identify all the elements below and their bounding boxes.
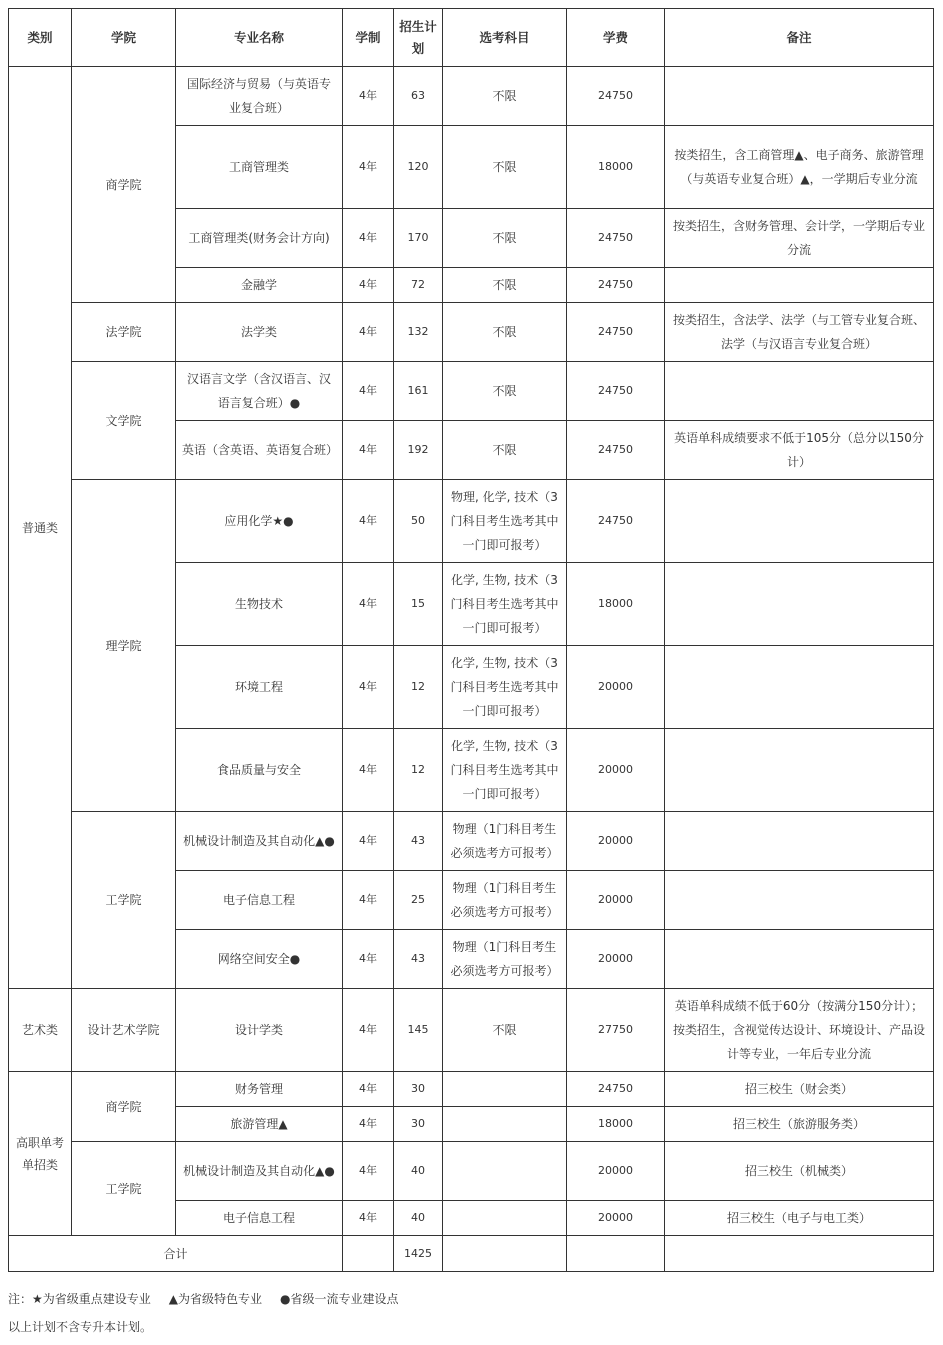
remark-cell [665, 646, 934, 729]
subjects-cell: 不限 [443, 209, 567, 268]
fee-cell: 18000 [567, 563, 665, 646]
total-years-cell [343, 1236, 394, 1272]
years-cell: 4年 [343, 1201, 394, 1236]
plan-cell: 50 [394, 480, 443, 563]
header-plan: 招生计划 [394, 9, 443, 67]
subjects-cell [443, 1201, 567, 1236]
fee-cell: 24750 [567, 362, 665, 421]
note-circle: ●省级一流专业建设点 [280, 1292, 399, 1306]
subjects-cell [443, 1072, 567, 1107]
table-row [9, 362, 934, 421]
years-cell: 4年 [343, 1107, 394, 1142]
years-cell: 4年 [343, 563, 394, 646]
major-cell: 旅游管理▲ [176, 1107, 343, 1142]
total-plan: 1425 [394, 1236, 443, 1272]
fee-cell: 18000 [567, 1107, 665, 1142]
plan-cell: 12 [394, 729, 443, 812]
college-cell: 理学院 [72, 480, 176, 812]
college-cell: 工学院 [72, 1142, 176, 1236]
total-fee-cell [567, 1236, 665, 1272]
remark-cell: 英语单科成绩要求不低于105分（总分以150分计） [665, 421, 934, 480]
fee-cell: 24750 [567, 67, 665, 126]
fee-cell: 20000 [567, 646, 665, 729]
remark-cell [665, 268, 934, 303]
note-prefix: 注： [8, 1292, 33, 1306]
remark-cell [665, 871, 934, 930]
table-row [9, 67, 934, 126]
plan-cell: 161 [394, 362, 443, 421]
college-cell: 工学院 [72, 812, 176, 989]
enrollment-plan-table [8, 8, 934, 1272]
college-cell: 商学院 [72, 1072, 176, 1142]
remark-cell [665, 480, 934, 563]
plan-cell: 30 [394, 1072, 443, 1107]
years-cell: 4年 [343, 1142, 394, 1201]
table-row [9, 480, 934, 563]
footnote: 以上计划不含专升本计划。 [8, 1320, 153, 1334]
fee-cell: 24750 [567, 480, 665, 563]
major-cell: 英语（含英语、英语复合班） [176, 421, 343, 480]
remark-cell: 招三校生（电子与电工类） [665, 1201, 934, 1236]
header-fee: 学费 [567, 9, 665, 67]
total-label: 合计 [9, 1236, 343, 1272]
remark-cell: 按类招生，含工商管理▲、电子商务、旅游管理（与英语专业复合班）▲，一学期后专业分流 [665, 126, 934, 209]
remark-cell [665, 812, 934, 871]
major-cell: 国际经济与贸易（与英语专业复合班） [176, 67, 343, 126]
remark-cell: 招三校生（机械类） [665, 1142, 934, 1201]
plan-cell: 120 [394, 126, 443, 209]
category-cell: 艺术类 [9, 989, 72, 1072]
plan-cell: 30 [394, 1107, 443, 1142]
years-cell: 4年 [343, 362, 394, 421]
fee-cell: 24750 [567, 209, 665, 268]
header-major: 专业名称 [176, 9, 343, 67]
subjects-cell: 不限 [443, 126, 567, 209]
subjects-cell: 物理（1门科目考生必须选考方可报考） [443, 930, 567, 989]
years-cell: 4年 [343, 209, 394, 268]
major-cell: 机械设计制造及其自动化▲● [176, 812, 343, 871]
major-cell: 食品质量与安全 [176, 729, 343, 812]
remark-cell: 招三校生（财会类） [665, 1072, 934, 1107]
years-cell: 4年 [343, 646, 394, 729]
subjects-cell: 物理（1门科目考生必须选考方可报考） [443, 871, 567, 930]
fee-cell: 20000 [567, 729, 665, 812]
table-row [9, 1142, 934, 1201]
header-remark: 备注 [665, 9, 934, 67]
note-star: ★为省级重点建设专业 [32, 1292, 151, 1306]
fee-cell: 20000 [567, 1201, 665, 1236]
header-category: 类别 [9, 9, 72, 67]
college-cell: 文学院 [72, 362, 176, 480]
total-row [9, 1236, 934, 1272]
fee-cell: 24750 [567, 421, 665, 480]
plan-cell: 72 [394, 268, 443, 303]
subjects-cell: 化学, 生物, 技术（3门科目考生选考其中一门即可报考） [443, 729, 567, 812]
major-cell: 设计学类 [176, 989, 343, 1072]
years-cell: 4年 [343, 480, 394, 563]
major-cell: 网络空间安全● [176, 930, 343, 989]
remark-cell: 按类招生，含法学、法学（与工管专业复合班、法学（与汉语言专业复合班） [665, 303, 934, 362]
category-cell: 高职单考单招类 [9, 1072, 72, 1236]
remark-cell [665, 67, 934, 126]
years-cell: 4年 [343, 126, 394, 209]
fee-cell: 18000 [567, 126, 665, 209]
subjects-cell [443, 1142, 567, 1201]
note-triangle: ▲为省级特色专业 [168, 1292, 263, 1306]
header-subjects: 选考科目 [443, 9, 567, 67]
years-cell: 4年 [343, 268, 394, 303]
total-remark-cell [665, 1236, 934, 1272]
major-cell: 应用化学★● [176, 480, 343, 563]
fee-cell: 24750 [567, 268, 665, 303]
fee-cell: 20000 [567, 930, 665, 989]
major-cell: 电子信息工程 [176, 871, 343, 930]
fee-cell: 20000 [567, 1142, 665, 1201]
major-cell: 工商管理类(财务会计方向) [176, 209, 343, 268]
years-cell: 4年 [343, 989, 394, 1072]
category-cell: 普通类 [9, 67, 72, 989]
major-cell: 环境工程 [176, 646, 343, 729]
header-row [9, 9, 934, 67]
major-cell: 法学类 [176, 303, 343, 362]
remark-cell [665, 362, 934, 421]
remark-cell: 招三校生（旅游服务类） [665, 1107, 934, 1142]
major-cell: 汉语言文学（含汉语言、汉语言复合班）● [176, 362, 343, 421]
fee-cell: 20000 [567, 871, 665, 930]
years-cell: 4年 [343, 421, 394, 480]
table-row [9, 989, 934, 1072]
table-row [9, 1072, 934, 1107]
college-cell: 法学院 [72, 303, 176, 362]
total-subjects-cell [443, 1236, 567, 1272]
subjects-cell: 物理（1门科目考生必须选考方可报考） [443, 812, 567, 871]
table-row [9, 812, 934, 871]
major-cell: 财务管理 [176, 1072, 343, 1107]
years-cell: 4年 [343, 1072, 394, 1107]
table-row [9, 303, 934, 362]
header-years: 学制 [343, 9, 394, 67]
years-cell: 4年 [343, 871, 394, 930]
years-cell: 4年 [343, 67, 394, 126]
header-college: 学院 [72, 9, 176, 67]
fee-cell: 24750 [567, 303, 665, 362]
plan-cell: 192 [394, 421, 443, 480]
major-cell: 机械设计制造及其自动化▲● [176, 1142, 343, 1201]
major-cell: 生物技术 [176, 563, 343, 646]
subjects-cell: 化学, 生物, 技术（3门科目考生选考其中一门即可报考） [443, 563, 567, 646]
subjects-cell: 不限 [443, 268, 567, 303]
major-cell: 金融学 [176, 268, 343, 303]
major-cell: 工商管理类 [176, 126, 343, 209]
subjects-cell: 不限 [443, 67, 567, 126]
plan-cell: 43 [394, 812, 443, 871]
plan-cell: 145 [394, 989, 443, 1072]
college-cell: 商学院 [72, 67, 176, 303]
plan-cell: 15 [394, 563, 443, 646]
plan-cell: 63 [394, 67, 443, 126]
remark-cell [665, 729, 934, 812]
fee-cell: 24750 [567, 1072, 665, 1107]
plan-cell: 43 [394, 930, 443, 989]
years-cell: 4年 [343, 729, 394, 812]
years-cell: 4年 [343, 303, 394, 362]
plan-cell: 25 [394, 871, 443, 930]
fee-cell: 20000 [567, 812, 665, 871]
fee-cell: 27750 [567, 989, 665, 1072]
remark-cell [665, 563, 934, 646]
subjects-cell: 物理, 化学, 技术（3门科目考生选考其中一门即可报考） [443, 480, 567, 563]
plan-cell: 132 [394, 303, 443, 362]
subjects-cell: 不限 [443, 989, 567, 1072]
years-cell: 4年 [343, 930, 394, 989]
plan-cell: 40 [394, 1142, 443, 1201]
legend-note [8, 1290, 417, 1307]
subjects-cell: 不限 [443, 421, 567, 480]
remark-cell: 按类招生，含财务管理、会计学，一学期后专业分流 [665, 209, 934, 268]
plan-cell: 12 [394, 646, 443, 729]
college-cell: 设计艺术学院 [72, 989, 176, 1072]
subjects-cell: 不限 [443, 303, 567, 362]
subjects-cell [443, 1107, 567, 1142]
plan-cell: 40 [394, 1201, 443, 1236]
remark-cell: 英语单科成绩不低于60分（按满分150分计）；按类招生，含视觉传达设计、环境设计、产品设计等专业，一年后专业分流 [665, 989, 934, 1072]
remark-cell [665, 930, 934, 989]
major-cell: 电子信息工程 [176, 1201, 343, 1236]
subjects-cell: 不限 [443, 362, 567, 421]
subjects-cell: 化学, 生物, 技术（3门科目考生选考其中一门即可报考） [443, 646, 567, 729]
plan-cell: 170 [394, 209, 443, 268]
years-cell: 4年 [343, 812, 394, 871]
